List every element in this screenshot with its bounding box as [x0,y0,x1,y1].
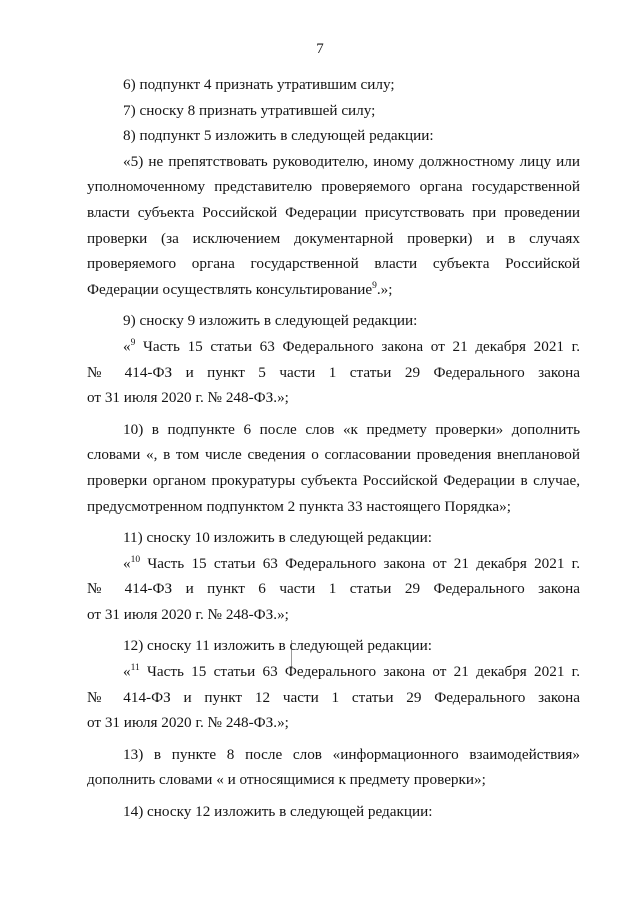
item-10-line: словами «, в том числе сведения о согласовании проведения внеплановой [87,446,580,464]
item-13: 13) в пункте 8 после слов «информационного взаимодействия» [123,745,580,763]
item-8: 8) подпункт 5 изложить в следующей редакции: [123,127,434,145]
footnote-10-line [87,551,580,577]
item-11: 11) сноску 10 изложить в следующей редакции: [123,529,432,547]
item-8-quote-line: проверки (за исключением документарной проверки) и в случаях [87,229,580,247]
item-8-quote-line: уполномоченному представителю проверяемого органа государственной [87,178,580,196]
item-8-quote-end [87,277,580,303]
text-run: .»; [376,280,393,298]
page-number: 7 [316,41,324,57]
text-run: Часть 15 статьи 63 Федерального закона от 21 декабря 2021 г. [140,554,580,572]
footnote-11-line [87,659,580,685]
footnote-9-line: № 414-ФЗ и пункт 5 части 1 статьи 29 Федерального закона [87,363,580,381]
item-8-quote-line: «5) не препятствовать руководителю, иному должностному лицу или [123,152,580,170]
item-13-line: дополнить словами « и относящимися к предмету проверки»; [87,771,486,789]
item-9: 9) сноску 9 изложить в следующей редакции: [123,312,418,330]
footnote-ref: 10 [130,554,141,565]
footnote-10-line: от 31 июля 2020 г. № 248-ФЗ.»; [87,605,289,623]
footnote-ref: 9 [130,337,136,348]
document-body [87,72,580,825]
footnote-ref: 11 [130,663,140,673]
text-run: « [123,337,131,355]
item-8-quote-line: власти субъекта Российской Федерации присутствовать при проведении [87,203,580,221]
text-run: Часть 15 статьи 63 Федерального закона от 21 декабря 2021 г. [135,337,580,355]
item-6: 6) подпункт 4 признать утратившим силу; [123,76,395,93]
footnote-11-line: № 414-ФЗ и пункт 12 части 1 статьи 29 Федерального закона [87,688,580,706]
text-run: « [123,663,131,681]
item-14: 14) сноску 12 изложить в следующей редакции: [123,803,433,821]
item-10: 10) в подпункте 6 после слов «к предмету проверки» дополнить [123,420,580,438]
item-10-line: предусмотренном подпунктом 2 пункта 33 настоящего Порядка»; [87,497,511,515]
footnote-9-line: от 31 июля 2020 г. № 248-ФЗ.»; [87,389,289,407]
footnote-11-line: от 31 июля 2020 г. № 248-ФЗ.»; [87,714,289,732]
text-run: « [123,554,131,572]
footnote-ref: 9 [372,280,377,291]
item-8-quote-line: проверяемого органа государственной власти субъекта Российской [87,255,580,273]
footnote-9-line [87,334,580,360]
item-10-line: проверки органом прокуратуры субъекта Российской Федерации в случае, [87,471,580,489]
text-run: Часть 15 статьи 63 Федерального закона от 21 декабря 2021 г. [139,663,580,681]
item-7: 7) сноску 8 признать утратившей силу; [123,101,376,119]
text-run: Федерации осуществлять консультирование [87,280,373,298]
item-12: 12) сноску 11 изложить в следующей редакции: [123,637,432,655]
footnote-10-line: № 414-ФЗ и пункт 6 части 1 статьи 29 Федерального закона [87,580,580,598]
